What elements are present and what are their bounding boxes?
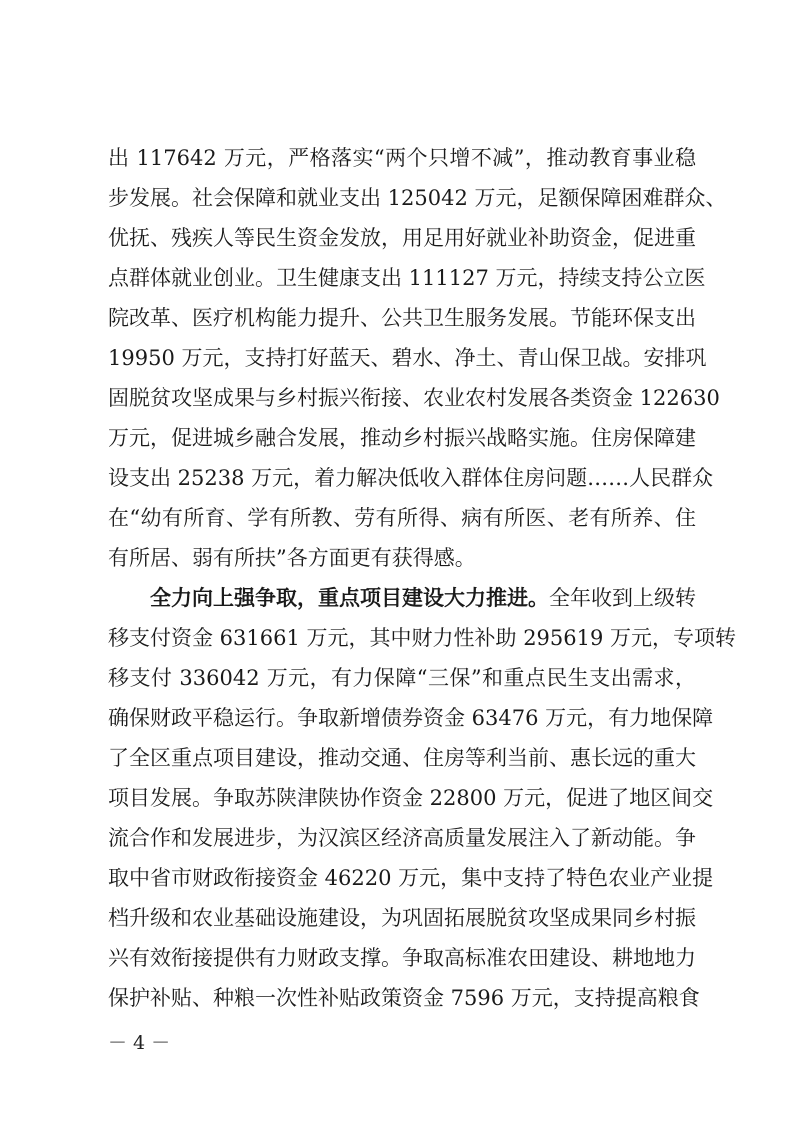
paragraph-1-line-5: 院改革、医疗机构能力提升、公共卫生服务发展。节能环保支出 <box>108 306 696 330</box>
paragraph-1-line-7: 固脱贫攻坚成果与乡村振兴衔接、农业农村发展各类资金 122630 <box>108 386 720 410</box>
paragraph-1-line-6: 19950 万元，支持打好蓝天、碧水、净土、青山保卫战。安排巩 <box>108 346 707 370</box>
page-number: － 4 － <box>108 1032 171 1054</box>
paragraph-1-line-9: 设支出 25238 万元，着力解决低收入群体住房问题……人民群众 <box>108 466 714 490</box>
paragraph-2-line-2: 移支付资金 631661 万元，其中财力性补助 295619 万元，专项转 <box>108 626 737 650</box>
paragraph-2-line-10: 兴有效衔接提供有力财政支撑。争取高标准农田建设、耕地地力 <box>108 946 696 970</box>
paragraph-2-line-8: 取中省市财政衔接资金 46220 万元，集中支持了特色农业产业提 <box>108 866 714 890</box>
paragraph-1-line-4: 点群体就业创业。卫生健康支出 111127 万元，持续支持公立医 <box>108 266 706 290</box>
paragraph-2-line-7: 流合作和发展进步，为汉滨区经济高质量发展注入了新动能。争 <box>108 826 696 850</box>
paragraph-2-first-line-text: 全年收到上级转 <box>549 586 696 610</box>
paragraph-1-line-1: 出 117642 万元，严格落实“两个只增不减”，推动教育事业稳 <box>108 146 696 170</box>
paragraph-1-line-2: 步发展。社会保障和就业支出 125042 万元，足额保障困难群众、 <box>108 186 727 210</box>
paragraph-1-line-3: 优抚、残疾人等民生资金发放，用足用好就业补助资金，促进重 <box>108 226 696 250</box>
paragraph-2-line-6: 项目发展。争取苏陕津陕协作资金 22800 万元，促进了地区间交 <box>108 786 714 810</box>
paragraph-2-line-5: 了全区重点项目建设，推动交通、住房等利当前、惠长远的重大 <box>108 746 696 770</box>
paragraph-1-line-11: 有所居、弱有所扶”各方面更有获得感。 <box>108 546 476 570</box>
paragraph-2-first-line <box>150 578 696 618</box>
paragraph-2-heading: 全力向上强争取，重点项目建设大力推进。 <box>150 585 549 610</box>
paragraph-1-line-8: 万元，促进城乡融合发展，推动乡村振兴战略实施。住房保障建 <box>108 426 696 450</box>
paragraph-2-line-9: 档升级和农业基础设施建设，为巩固拓展脱贫攻坚成果同乡村振 <box>108 906 696 930</box>
paragraph-2-line-11: 保护补贴、种粮一次性补贴政策资金 7596 万元，支持提高粮食 <box>108 986 700 1010</box>
paragraph-2-line-3: 移支付 336042 万元，有力保障“三保”和重点民生支出需求， <box>108 666 696 690</box>
paragraph-1-line-10: 在“幼有所育、学有所教、劳有所得、病有所医、老有所养、住 <box>108 506 696 530</box>
paragraph-2-line-4: 确保财政平稳运行。争取新增债券资金 63476 万元，有力地保障 <box>108 706 714 730</box>
